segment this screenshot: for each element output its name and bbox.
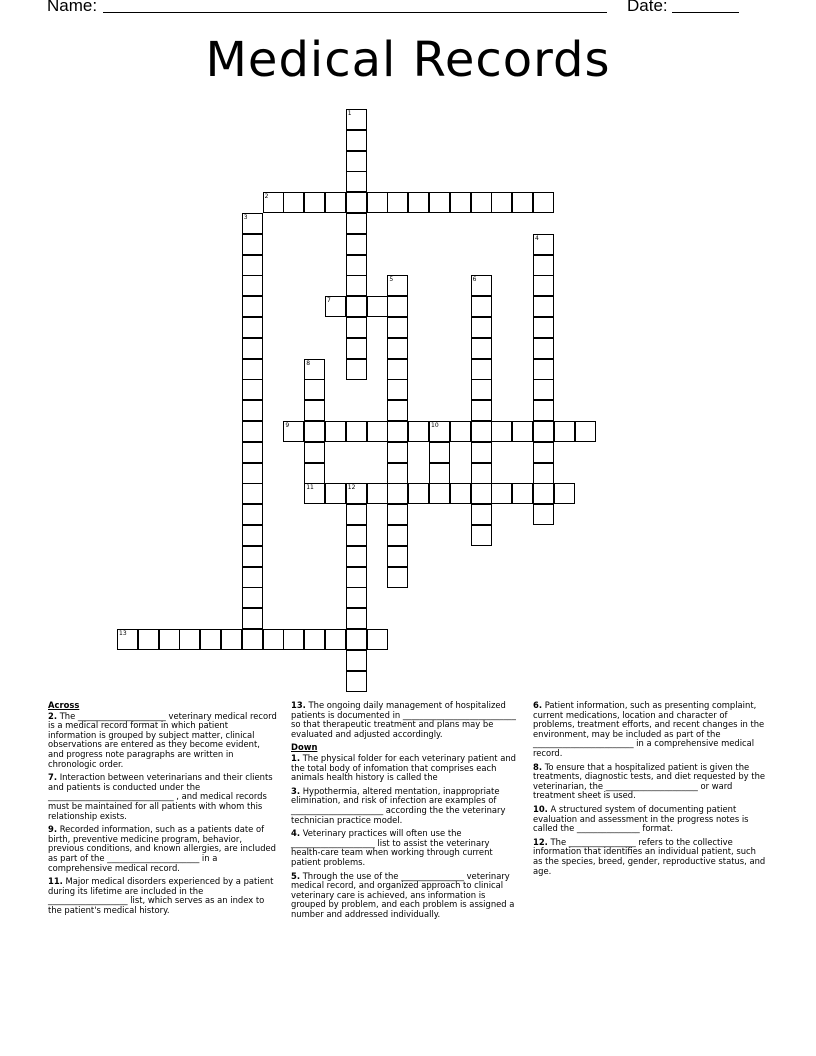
grid-cell[interactable] — [387, 442, 408, 463]
grid-cell[interactable] — [429, 463, 450, 484]
grid-cell[interactable] — [533, 483, 554, 504]
grid-cell[interactable] — [242, 525, 263, 546]
grid-cell[interactable] — [471, 525, 492, 546]
grid-cell[interactable] — [471, 400, 492, 421]
grid-cell[interactable] — [533, 359, 554, 380]
grid-cell[interactable] — [242, 608, 263, 629]
grid-cell[interactable] — [387, 463, 408, 484]
grid-cell[interactable] — [159, 629, 180, 650]
page-title: Medical Records — [205, 32, 611, 88]
clue-text: The _____________________ veterinary medical record is a medical record format in which patient information is grouped by subject matter, clinical observations are entered as they become evident, and progress note paragraphs are written in chronologic order. — [48, 710, 277, 769]
grid-cell[interactable] — [387, 421, 408, 442]
grid-cell[interactable] — [304, 629, 325, 650]
grid-cell[interactable] — [304, 463, 325, 484]
clues-column-1 — [48, 701, 278, 919]
clue-down-10 — [533, 805, 767, 834]
grid-cell[interactable] — [242, 359, 263, 380]
clue-number: 11. — [48, 876, 63, 887]
grid-cell[interactable] — [387, 504, 408, 525]
grid-cell[interactable] — [471, 463, 492, 484]
clue-text: The ________________ refers to the collective information that identifies an individual patient, such as the species, breed, gender, reproductive status, and age. — [533, 836, 766, 876]
grid-cell[interactable] — [387, 338, 408, 359]
clue-number-label: 7 — [327, 297, 331, 305]
clue-number-label: 12 — [347, 484, 356, 492]
grid-cell[interactable] — [346, 650, 367, 671]
grid-cell[interactable] — [367, 296, 388, 317]
name-label: Name: — [47, 0, 98, 15]
grid-cell[interactable] — [325, 629, 346, 650]
grid-cell[interactable] — [471, 359, 492, 380]
grid-cell[interactable] — [221, 629, 242, 650]
grid-cell[interactable] — [450, 192, 471, 213]
clue-down-8 — [533, 763, 767, 801]
clue-number-label: 13 — [119, 630, 127, 637]
grid-cell[interactable] — [471, 504, 492, 525]
grid-cell[interactable] — [471, 296, 492, 317]
grid-cell[interactable] — [346, 629, 367, 650]
grid-cell[interactable] — [346, 338, 367, 359]
clue-number-label: 5 — [389, 276, 394, 284]
grid-cell[interactable] — [346, 213, 367, 234]
clue-down-6 — [533, 701, 767, 759]
grid-cell[interactable] — [346, 255, 367, 276]
clue-down-1 — [291, 754, 521, 783]
clue-text: Major medical disorders experienced by a patient during its lifetime are included in the ___________________ list, which serves as an index to the patient's medical history. — [48, 876, 274, 915]
grid-cell[interactable] — [325, 483, 346, 504]
grid-cell[interactable] — [367, 629, 388, 650]
grid-cell[interactable] — [325, 421, 346, 442]
clue-text: Hypothermia, altered mentation, inappropriate elimination, and risk of infection are examples of ______________________ according the the veterinary technician practice model. — [291, 785, 506, 825]
clue-number-label: 3 — [243, 214, 248, 221]
grid-cell[interactable] — [179, 629, 200, 650]
grid-cell[interactable] — [346, 130, 367, 151]
clue-across-11 — [48, 877, 278, 915]
grid-cell[interactable] — [263, 629, 284, 650]
grid-cell[interactable] — [346, 567, 367, 588]
clue-number-label: 6 — [472, 276, 477, 284]
clue-text: A structured system of documenting patient evaluation and assessment in the progress notes is called the _______________ format. — [533, 803, 749, 834]
grid-cell[interactable] — [242, 629, 263, 650]
grid-cell[interactable] — [242, 400, 263, 421]
grid-cell[interactable] — [471, 442, 492, 463]
grid-cell[interactable] — [304, 400, 325, 421]
grid-cell[interactable] — [242, 442, 263, 463]
clue-text: Patient information, such as presenting complaint, current medications, location and character of problems, treatment efforts, and recent changes in the environment, may be included as part of the ________________________ in a comprehensive medical record. — [533, 700, 765, 758]
grid-cell[interactable] — [387, 296, 408, 317]
grid-cell[interactable] — [450, 483, 471, 504]
grid-cell[interactable] — [533, 442, 554, 463]
clue-down-12 — [533, 838, 767, 876]
grid-cell[interactable] — [533, 338, 554, 359]
clue-number: 9. — [48, 824, 58, 835]
grid-cell[interactable] — [346, 317, 367, 338]
clue-number: 2. — [48, 710, 58, 721]
grid-cell[interactable] — [346, 525, 367, 546]
grid-cell[interactable] — [346, 192, 367, 213]
clue-number-label: 10 — [431, 422, 439, 429]
clue-number-label: 9 — [285, 422, 290, 429]
clues-column-2 — [291, 701, 521, 923]
grid-cell[interactable] — [242, 255, 263, 276]
grid-cell[interactable] — [242, 546, 263, 567]
grid-cell[interactable] — [533, 504, 554, 525]
clue-number-label: 1 — [347, 110, 352, 117]
grid-cell[interactable] — [242, 234, 263, 255]
grid-cell[interactable] — [325, 192, 346, 213]
grid-cell[interactable] — [491, 421, 512, 442]
clue-number-label: 2 — [264, 193, 269, 201]
clue-text: Through the use of the _______________ veterinary medical record, and organized approach to clinical veterinary care is achieved, ans information is grouped by problem, and each problem is assigned a number and addressed individually. — [291, 870, 515, 919]
grid-cell[interactable] — [533, 463, 554, 484]
grid-cell[interactable] — [242, 421, 263, 442]
grid-cell[interactable] — [408, 192, 429, 213]
grid-cell[interactable] — [242, 463, 263, 484]
clue-number-label: 11 — [306, 484, 314, 492]
grid-cell[interactable] — [471, 379, 492, 400]
grid-cell[interactable] — [491, 192, 512, 213]
grid-cell[interactable] — [367, 483, 388, 504]
grid-cell[interactable] — [387, 317, 408, 338]
clue-across-9 — [48, 825, 278, 873]
grid-cell[interactable] — [533, 192, 554, 213]
grid-cell[interactable] — [346, 587, 367, 608]
clue-text: The ongoing daily management of hospitalized patients is documented in ___________________________ so that therapeutic treatment and plans may be evaluated and adjusted accordingly. — [291, 700, 516, 739]
grid-cell[interactable] — [346, 608, 367, 629]
clue-number: 8. — [533, 761, 543, 772]
grid-cell[interactable] — [512, 192, 533, 213]
grid-cell[interactable] — [533, 255, 554, 276]
grid-cell[interactable] — [429, 442, 450, 463]
clue-across-7 — [48, 773, 278, 821]
clue-number-label: 8 — [306, 359, 311, 367]
grid-cell[interactable] — [429, 192, 450, 213]
grid-cell[interactable] — [200, 629, 221, 650]
clue-number: 7. — [48, 772, 58, 783]
grid-cell[interactable] — [387, 567, 408, 588]
down-heading: Down — [291, 742, 318, 753]
grid-cell[interactable] — [512, 483, 533, 504]
grid-cell[interactable] — [554, 483, 575, 504]
date-label: Date: — [627, 0, 668, 15]
clue-text: Recorded information, such as a patients date of birth, preventive medicine program, behavior, previous conditions, and known allergies, are included as part of the ______________________ in a comprehensive medical record. — [48, 824, 276, 873]
clue-text: Interaction between veterinarians and their clients and patients is conducted under the ______________________________ , and medical records must be maintained for all patients with whom this relationship exists. — [48, 772, 273, 821]
clue-text: To ensure that a hospitalized patient is given the treatments, diagnostic tests, and diet requested by the veterinarian, the ______________________ or ward treatment sheet is used. — [533, 761, 766, 801]
clue-number: 6. — [533, 700, 543, 710]
grid-cell[interactable] — [387, 525, 408, 546]
clue-down-3 — [291, 787, 521, 825]
grid-cell[interactable] — [138, 629, 159, 650]
grid-cell[interactable] — [367, 192, 388, 213]
grid-cell[interactable] — [242, 587, 263, 608]
clue-number-label: 4 — [535, 234, 539, 242]
grid-cell[interactable] — [283, 192, 304, 213]
grid-cell[interactable] — [491, 483, 512, 504]
clue-text: The physical folder for each veterinary patient and the total body of infomation that comprises each animals health history is called the — [291, 752, 516, 783]
grid-cell[interactable] — [242, 379, 263, 400]
grid-cell[interactable] — [283, 629, 304, 650]
clue-number: 10. — [533, 803, 548, 814]
grid-cell[interactable] — [471, 192, 492, 213]
clue-text: Veterinary practices will often use the ____________________ list to assist the veterinary health-care team when working through current patient problems. — [291, 828, 493, 867]
grid-cell[interactable] — [346, 421, 367, 442]
grid-cell[interactable] — [471, 483, 492, 504]
grid-cell[interactable] — [512, 421, 533, 442]
clue-number: 3. — [291, 785, 301, 796]
clue-across-2 — [48, 712, 278, 770]
grid-cell[interactable] — [533, 421, 554, 442]
grid-cell[interactable] — [450, 421, 471, 442]
grid-cell[interactable] — [242, 275, 263, 296]
clue-number: 1. — [291, 752, 301, 763]
grid-cell[interactable] — [533, 317, 554, 338]
grid-cell[interactable] — [346, 275, 367, 296]
grid-cell[interactable] — [533, 379, 554, 400]
grid-cell[interactable] — [242, 317, 263, 338]
grid-cell[interactable] — [471, 421, 492, 442]
grid-cell[interactable] — [242, 296, 263, 317]
grid-cell[interactable] — [387, 192, 408, 213]
grid-cell[interactable] — [387, 546, 408, 567]
grid-cell[interactable] — [304, 379, 325, 400]
clue-number: 4. — [291, 828, 301, 839]
clues-column-3 — [533, 701, 767, 880]
clue-down-4 — [291, 829, 521, 867]
grid-cell[interactable] — [387, 483, 408, 504]
grid-cell[interactable] — [387, 400, 408, 421]
grid-cell[interactable] — [242, 504, 263, 525]
grid-cell[interactable] — [242, 338, 263, 359]
grid-cell[interactable] — [429, 483, 450, 504]
grid-cell[interactable] — [346, 671, 367, 692]
grid-cell[interactable] — [554, 421, 575, 442]
grid-cell[interactable] — [346, 171, 367, 192]
grid-cell[interactable] — [408, 421, 429, 442]
grid-cell[interactable] — [346, 296, 367, 317]
grid-cell[interactable] — [533, 400, 554, 421]
grid-cell[interactable] — [242, 483, 263, 504]
clue-number: 13. — [291, 700, 306, 710]
grid-cell[interactable] — [387, 359, 408, 380]
grid-cell[interactable] — [304, 421, 325, 442]
grid-cell[interactable] — [533, 275, 554, 296]
grid-cell[interactable] — [346, 151, 367, 172]
grid-cell[interactable] — [367, 421, 388, 442]
grid-cell[interactable] — [575, 421, 596, 442]
grid-cell[interactable] — [387, 379, 408, 400]
grid-cell[interactable] — [346, 504, 367, 525]
grid-cell[interactable] — [304, 192, 325, 213]
clue-across-13 — [291, 701, 521, 739]
clue-number: 5. — [291, 870, 301, 881]
grid-cell[interactable] — [304, 442, 325, 463]
grid-cell[interactable] — [471, 317, 492, 338]
grid-cell[interactable] — [242, 567, 263, 588]
clue-down-5 — [291, 872, 521, 920]
grid-cell[interactable] — [346, 546, 367, 567]
across-heading: Across — [48, 700, 80, 710]
grid-cell[interactable] — [471, 338, 492, 359]
grid-cell[interactable] — [346, 234, 367, 255]
grid-cell[interactable] — [408, 483, 429, 504]
clue-number: 12. — [533, 836, 548, 847]
grid-cell[interactable] — [346, 359, 367, 380]
grid-cell[interactable] — [533, 296, 554, 317]
